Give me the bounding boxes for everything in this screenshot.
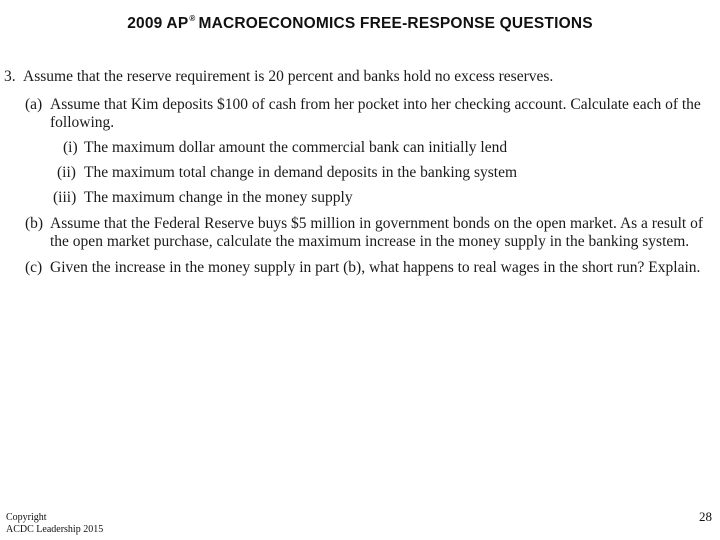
registered-mark: ® (189, 14, 196, 23)
title-part1: 2009 AP (127, 15, 189, 32)
part-a-label: (a) (25, 96, 43, 113)
part-a-item-ii-label: (ii) (57, 164, 76, 181)
part-a-item-ii-text: The maximum total change in demand deposits in the banking system (84, 164, 518, 181)
part-c-text: Given the increase in the money supply in part (b), what happens to real wages in the short run? Explain. (50, 259, 701, 276)
part-b-text-line1: Assume that the Federal Reserve buys $5 million in government bonds on the open market. As a result of (50, 215, 704, 232)
page-number: 28 (699, 509, 712, 524)
part-a-item-i-label: (i) (63, 139, 78, 156)
question-number: 3. (4, 68, 16, 85)
part-a-text-line1: Assume that Kim deposits $100 of cash from her pocket into her checking account. Calculate each of the (50, 96, 701, 113)
part-a-item-iii-text: The maximum change in the money supply (84, 189, 353, 206)
part-b-label: (b) (25, 215, 44, 232)
part-b-text-line2: the open market purchase, calculate the maximum increase in the money supply in the banking system. (50, 233, 690, 250)
page-title (0, 14, 720, 33)
title-part2: MACROECONOMICS FREE-RESPONSE QUESTIONS (198, 15, 593, 32)
copyright-label: Copyright (6, 512, 47, 523)
question-stem: Assume that the reserve requirement is 20 percent and banks hold no excess reserves. (23, 68, 554, 85)
part-a-item-iii-label: (iii) (53, 189, 77, 206)
part-a-text-line2: following. (50, 114, 115, 131)
part-a-item-i-text: The maximum dollar amount the commercial bank can initially lend (84, 139, 508, 156)
copyright-notice (6, 512, 103, 536)
copyright-organization: ACDC Leadership 2015 (6, 524, 104, 535)
part-c-label: (c) (25, 259, 43, 276)
